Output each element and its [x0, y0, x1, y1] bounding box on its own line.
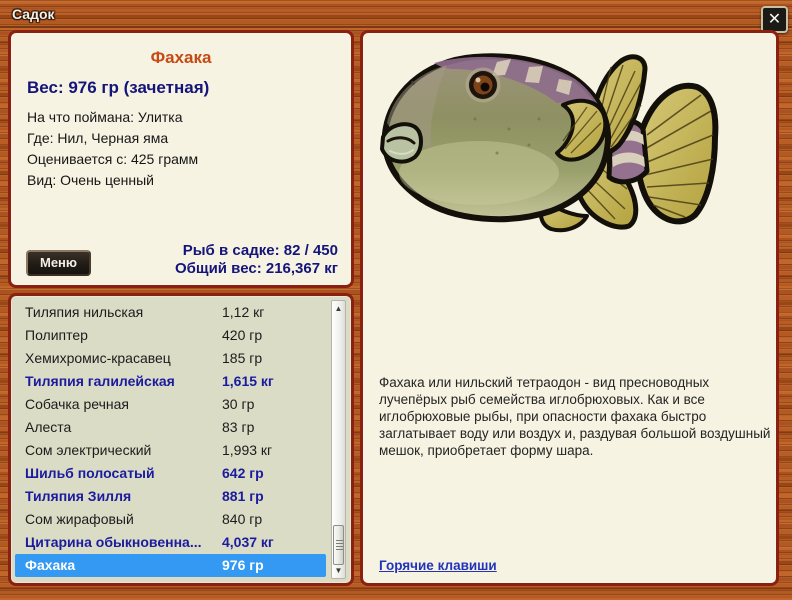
title-bar [0, 0, 792, 28]
scrollbar-grip [336, 540, 343, 551]
fish-description: Фахака или нильский тетраодон - вид пресноводных лучепёрых рыб семейства иглобрюховых. Как и все иглобрюховые рыбы, при опасности фахака быстро заглатывает воду или воздух и, раздувая большой воздушный мешок, приобретает форму шара. [379, 375, 771, 458]
fish-weight: 1,615 кг [222, 373, 274, 389]
list-item[interactable] [15, 324, 326, 347]
scroll-up-icon[interactable]: ▲ [334, 304, 343, 313]
list-item[interactable] [15, 439, 326, 462]
fish-weight: 840 гр [222, 511, 263, 527]
fish-name: Тиляпия галилейская [25, 373, 175, 389]
list-item[interactable] [15, 393, 326, 416]
window-title: Садок [12, 6, 55, 22]
fish-weight-heading: Вес: 976 гр (зачетная) [27, 78, 210, 97]
fish-illustration [379, 49, 724, 244]
close-icon[interactable]: ✕ [761, 6, 788, 33]
list-item[interactable] [15, 347, 326, 370]
fish-name-heading: Фахака [150, 48, 212, 67]
list-item[interactable] [15, 462, 326, 485]
fish-name: Собачка речная [25, 396, 129, 412]
detail-value-class: Вид: Очень ценный [27, 172, 154, 188]
fish-name: Тиляпия Зилля [25, 488, 132, 504]
fish-weight: 642 гр [222, 465, 264, 481]
detail-place: Где: Нил, Черная яма [27, 130, 169, 146]
fish-info-panel [8, 30, 354, 288]
fish-weight: 1,993 кг [222, 442, 273, 458]
fish-weight: 420 гр [222, 327, 263, 343]
fish-weight: 881 гр [222, 488, 264, 504]
fish-name: Шильб полосатый [25, 465, 155, 481]
list-item[interactable] [15, 370, 326, 393]
fish-weight: 83 гр [222, 419, 255, 435]
hotkeys-link[interactable]: Горячие клавиши [379, 558, 497, 573]
fish-name: Полиптер [25, 327, 88, 343]
list-item[interactable] [15, 485, 326, 508]
fish-name: Алеста [25, 419, 72, 435]
fish-weight: 1,12 кг [222, 304, 265, 320]
list-item[interactable] [15, 508, 326, 531]
fish-count: Рыб в садке: 82 / 450 [182, 242, 338, 259]
detail-min-weight: Оценивается с: 425 грамм [27, 151, 199, 167]
fish-details [27, 107, 351, 191]
menu-button[interactable]: Меню [26, 250, 91, 276]
scrollbar[interactable] [331, 300, 346, 579]
keepnet-counters [175, 242, 338, 278]
detail-bait: На что поймана: Улитка [27, 109, 183, 125]
scroll-down-icon[interactable]: ▼ [334, 566, 343, 575]
fish-detail-panel [360, 30, 779, 586]
fish-name: Хемихромис-красавец [25, 350, 171, 366]
fish-name: Сом электрический [25, 442, 152, 458]
total-weight: Общий вес: 216,367 кг [174, 260, 338, 277]
scrollbar-thumb[interactable] [333, 525, 344, 565]
fish-weight: 976 гр [222, 557, 264, 573]
list-item[interactable] [15, 301, 326, 324]
fish-weight: 4,037 кг [222, 534, 274, 550]
list-item[interactable] [15, 554, 326, 577]
fish-name: Сом жирафовый [25, 511, 134, 527]
fish-list [15, 301, 326, 577]
list-item[interactable] [15, 531, 326, 554]
fish-name: Цитарина обыкновенна... [25, 534, 202, 550]
fish-name: Фахака [25, 557, 76, 573]
fish-name: Тиляпия нильская [25, 304, 144, 320]
list-item[interactable] [15, 416, 326, 439]
fish-weight: 30 гр [222, 396, 255, 412]
fish-weight: 185 гр [222, 350, 263, 366]
fish-list-panel [8, 293, 354, 586]
